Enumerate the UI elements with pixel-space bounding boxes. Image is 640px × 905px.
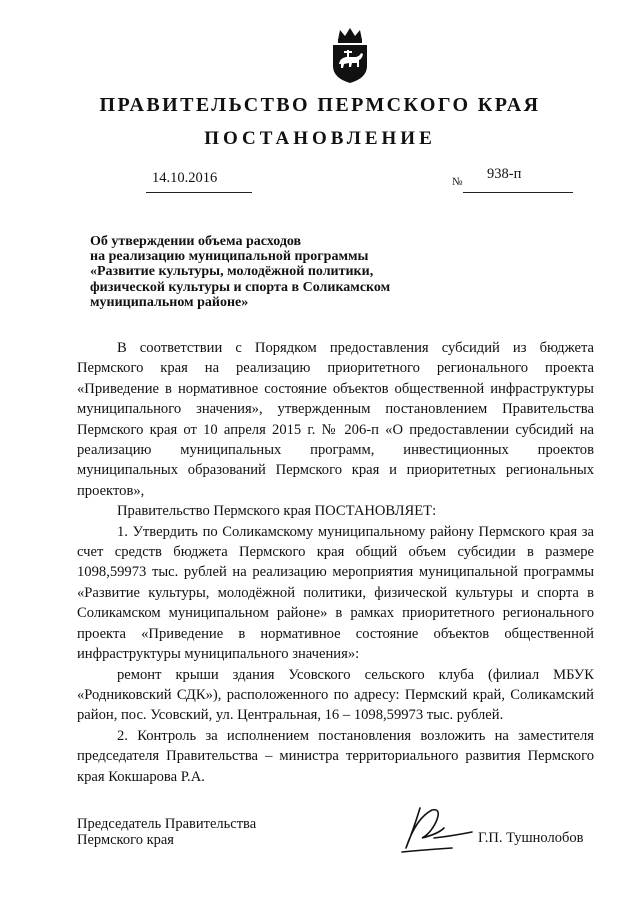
- item-1-paragraph: 1. Утвердить по Соликамскому муниципальному району Пермского края за счет средств бюджета Пермского края общий объем субсидии в размере 1098,59973 тыс. рублей на реализацию мероприятия муниципальной программы «Развитие культуры, молодёжной политики, физической культуры и спорта в Соликамском муниципальном районе» в рамках приоритетного регионального проекта «Приведение в нормативное состояние объектов общественной инфраструктуры муниципального значения»:: [77, 523, 594, 663]
- number-field: [463, 166, 573, 193]
- preamble-paragraph: В соответствии с Порядком предоставления субсидий из бюджета Пермского края на реализацию приоритетного регионального проекта «Приведение в нормативное состояние объектов общественной инфраструктуры муниципального значения», утвержденным постановлением Правительства Пермского края от 10 апреля 2015 г. № 206-п «О предоставлении субсидий на реализацию муниципальных программ, инвестиционных проектов муниципальных образований Пермского края и приоритетных региональных проектов»,: [77, 340, 594, 499]
- subject-line: муниципальном районе»: [90, 294, 249, 310]
- signatory-position: [77, 816, 256, 848]
- subject-line: «Развитие культуры, молодёжной политики,: [90, 264, 374, 280]
- document-body: [77, 338, 594, 787]
- item-1-detail-paragraph: ремонт крыши здания Усовского сельского клуба (филиал МБУК «Родниковский СДК»), расположенного по адресу: Пермский край, Соликамский район, пос. Усовский, ул. Центральная, 16 – 1098,59973 тыс. рублей.: [77, 666, 594, 724]
- position-line: Пермского края: [77, 832, 174, 848]
- signatory-name: Г.П. Тушнолобов: [478, 830, 584, 846]
- perm-krai-coat-of-arms-icon: [330, 26, 370, 84]
- document-subject: [90, 234, 430, 310]
- subject-line: на реализацию муниципальной программы: [90, 249, 369, 265]
- number-label: №: [452, 176, 463, 188]
- document-type: ПОСТАНОВЛЕНИЕ: [204, 128, 436, 149]
- handwritten-signature: [392, 798, 502, 860]
- item-2-paragraph: 2. Контроль за исполнением постановления возложить на заместителя председателя Правительства – министра территориального развития Пермского края Кокшарова Р.А.: [77, 727, 594, 785]
- position-line: Председатель Правительства: [77, 816, 257, 832]
- subject-line: Об утверждении объема расходов: [90, 234, 302, 249]
- date-field: [146, 170, 252, 193]
- resolution-paragraph: Правительство Пермского края ПОСТАНОВЛЯЕТ:: [117, 503, 437, 520]
- government-title: ПРАВИТЕЛЬСТВО ПЕРМСКОГО КРАЯ: [99, 94, 541, 116]
- document-date: 14.10.2016: [152, 170, 218, 186]
- subject-line: физической культуры и спорта в Соликамском: [90, 279, 391, 295]
- document-number: 938-п: [487, 166, 522, 182]
